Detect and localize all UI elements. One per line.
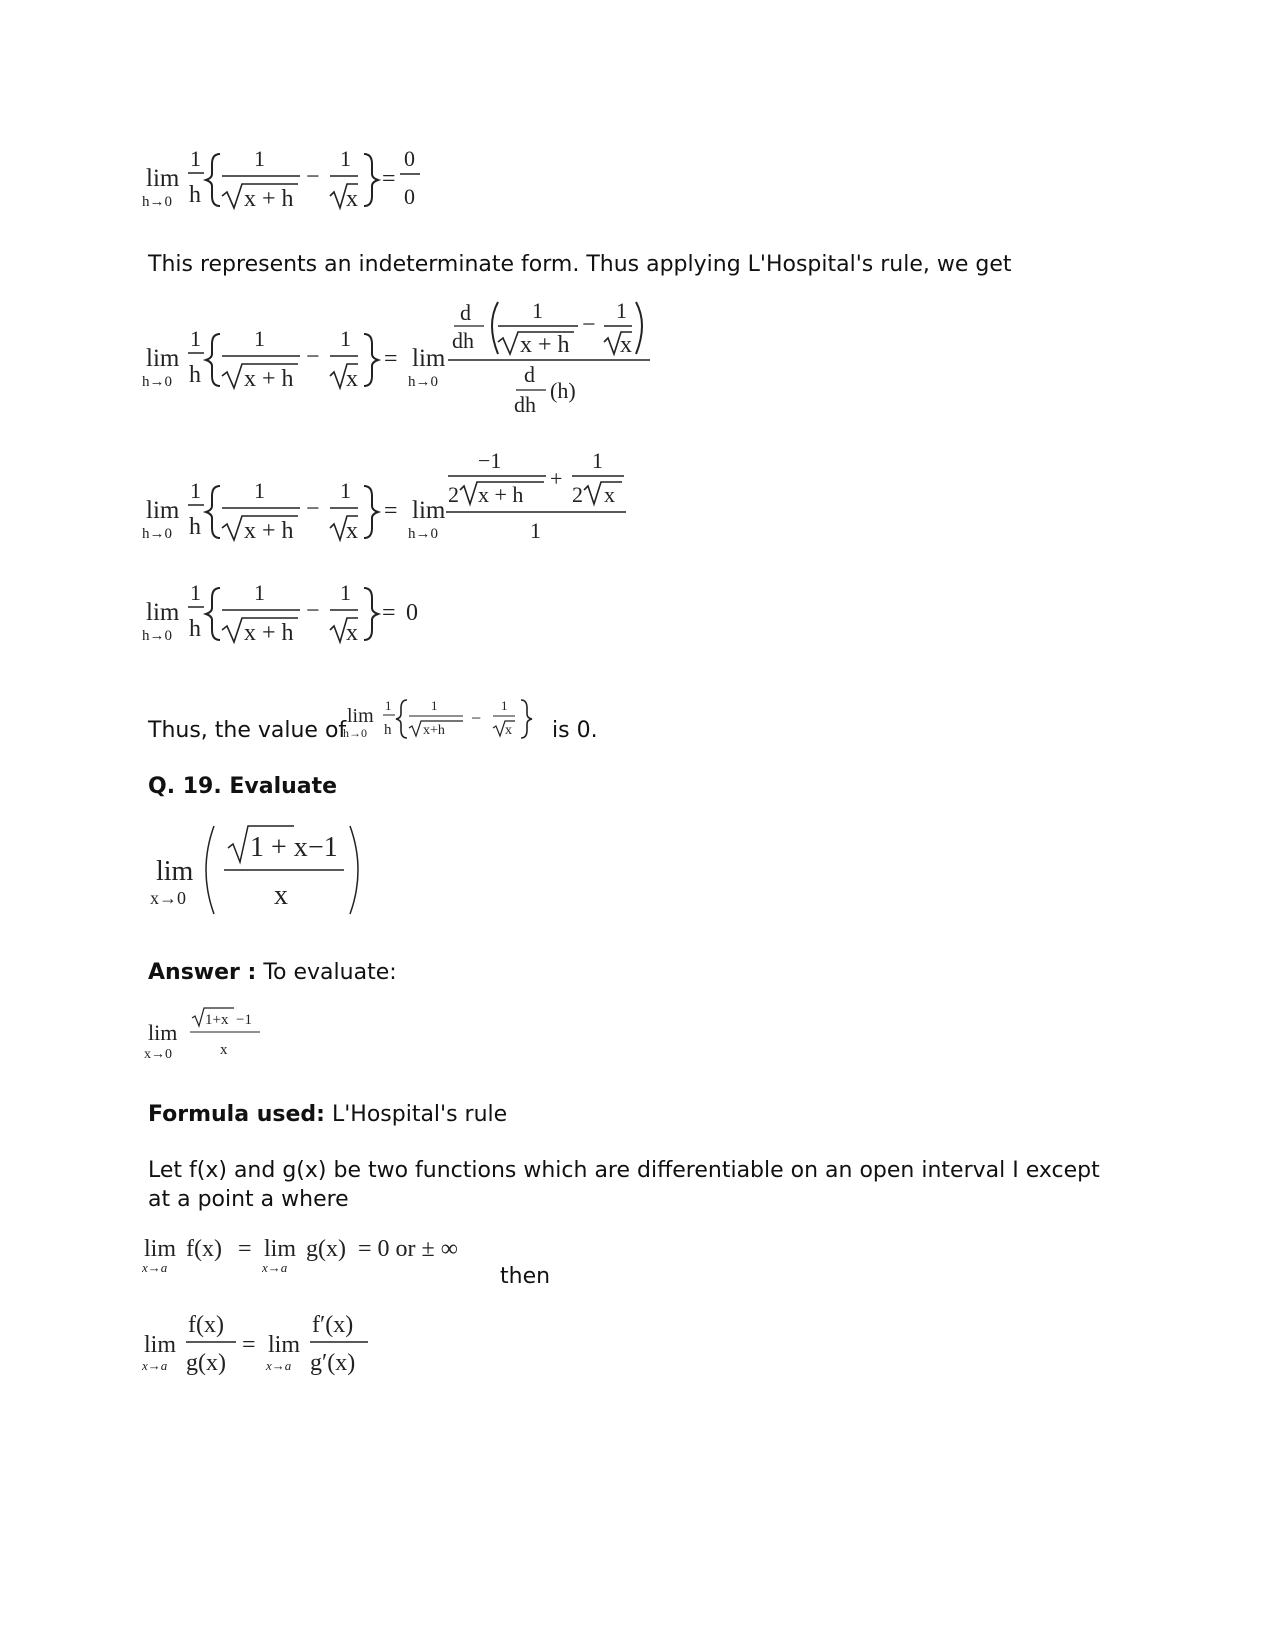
svg-text:dh: dh <box>452 328 474 353</box>
svg-text:x + h: x + h <box>478 482 524 507</box>
svg-text:x→0: x→0 <box>144 1047 172 1062</box>
svg-text:1: 1 <box>385 698 392 713</box>
svg-text:h→0: h→0 <box>408 526 438 542</box>
svg-text:lim: lim <box>264 1236 297 1262</box>
svg-text:h: h <box>384 722 392 738</box>
lhospital-rule-equation <box>142 1302 382 1386</box>
svg-text:h: h <box>189 182 201 208</box>
svg-text:g(x): g(x) <box>186 1350 226 1376</box>
svg-text:1: 1 <box>254 146 265 171</box>
svg-text:lim: lim <box>144 1332 177 1358</box>
svg-text:1: 1 <box>254 580 265 605</box>
svg-text:−: − <box>471 708 482 728</box>
svg-text:x→a: x→a <box>262 1260 288 1275</box>
svg-text:1: 1 <box>254 326 265 351</box>
svg-text:1+x: 1+x <box>205 1012 229 1028</box>
svg-text:−1: −1 <box>236 1012 252 1028</box>
svg-text:0: 0 <box>406 600 418 626</box>
svg-text:1: 1 <box>340 146 351 171</box>
svg-text:g′(x): g′(x) <box>310 1350 356 1376</box>
svg-text:h→0: h→0 <box>142 526 172 542</box>
svg-text:x→a: x→a <box>142 1260 168 1275</box>
formula-label: Formula used: <box>148 1102 325 1127</box>
svg-text:x→a: x→a <box>142 1358 168 1373</box>
equation-limit-zero-over-zero <box>142 140 442 220</box>
condition-equation <box>142 1228 512 1280</box>
svg-text:1: 1 <box>501 698 508 713</box>
svg-text:x: x <box>274 880 288 911</box>
then-text: then <box>500 1264 551 1289</box>
svg-text:(h): (h) <box>550 378 576 403</box>
svg-text:=: = <box>238 1236 252 1262</box>
svg-text:1 + x: 1 + x <box>250 832 308 863</box>
svg-text:−: − <box>306 496 320 522</box>
svg-text:g(x): g(x) <box>306 1236 346 1262</box>
answer-label: Answer : <box>148 960 257 985</box>
svg-text:x+h: x+h <box>423 723 445 738</box>
equation-limit-equals-zero <box>142 574 442 654</box>
svg-text:x + h: x + h <box>244 186 294 212</box>
svg-text:x: x <box>220 1042 228 1058</box>
svg-text:f(x): f(x) <box>188 1312 224 1338</box>
svg-text:1: 1 <box>340 478 351 503</box>
question-19-heading: Q. 19. Evaluate <box>148 774 338 799</box>
thus-value-suffix: is 0. <box>552 718 598 743</box>
svg-text:−: − <box>306 598 320 624</box>
svg-text:2: 2 <box>448 482 459 507</box>
svg-text:dh: dh <box>514 392 536 417</box>
svg-text:=: = <box>382 166 396 192</box>
svg-text:−1: −1 <box>308 832 338 863</box>
svg-text:1: 1 <box>340 580 351 605</box>
svg-text:lim: lim <box>146 599 180 626</box>
answer-equation <box>142 1004 302 1068</box>
svg-text:=: = <box>242 1332 256 1358</box>
svg-text:x + h: x + h <box>244 366 294 392</box>
svg-text:0: 0 <box>404 184 415 209</box>
svg-text:−: − <box>582 312 596 338</box>
svg-text:= 0 or ± ∞: = 0 or ± ∞ <box>358 1236 458 1262</box>
svg-text:1: 1 <box>532 298 543 323</box>
svg-text:x: x <box>620 332 632 358</box>
svg-text:x: x <box>346 620 358 646</box>
svg-text:lim: lim <box>268 1332 301 1358</box>
svg-text:lim: lim <box>412 345 446 372</box>
svg-text:lim: lim <box>412 497 446 524</box>
svg-text:f′(x): f′(x) <box>312 1312 354 1338</box>
svg-text:lim: lim <box>146 165 180 192</box>
svg-text:d: d <box>460 300 471 325</box>
svg-text:x→a: x→a <box>266 1358 292 1373</box>
inline-limit-equation <box>343 694 543 750</box>
svg-text:1: 1 <box>340 326 351 351</box>
equation-lhospital-derivative <box>142 298 672 428</box>
indeterminate-form-text: This represents an indeterminate form. Thus applying L'Hospital's rule, we get <box>148 252 1012 277</box>
svg-text:h→0: h→0 <box>142 194 172 210</box>
svg-text:lim: lim <box>156 856 194 887</box>
thus-value-prefix: Thus, the value of <box>148 718 347 743</box>
svg-text:x: x <box>346 518 358 544</box>
svg-text:1: 1 <box>190 580 201 605</box>
svg-text:1: 1 <box>190 478 201 503</box>
svg-text:x: x <box>604 482 615 507</box>
svg-text:1: 1 <box>431 698 438 713</box>
svg-text:=: = <box>382 600 396 626</box>
svg-text:−: − <box>306 344 320 370</box>
svg-text:d: d <box>524 362 535 387</box>
svg-text:−: − <box>306 164 320 190</box>
svg-text:h: h <box>189 616 201 642</box>
svg-text:x→0: x→0 <box>150 888 186 908</box>
formula-used-line <box>148 1100 507 1129</box>
svg-text:h→0: h→0 <box>142 628 172 644</box>
answer-text: To evaluate: <box>263 960 397 985</box>
svg-text:0: 0 <box>404 146 415 171</box>
formula-text: L'Hospital's rule <box>331 1102 508 1127</box>
svg-text:h→0: h→0 <box>142 374 172 390</box>
svg-text:1: 1 <box>530 518 541 543</box>
svg-text:h: h <box>189 362 201 388</box>
svg-text:h→0: h→0 <box>343 726 367 740</box>
svg-text:h→0: h→0 <box>408 374 438 390</box>
svg-text:lim: lim <box>148 1020 178 1045</box>
svg-text:h: h <box>189 514 201 540</box>
svg-text:lim: lim <box>144 1236 177 1262</box>
svg-text:1: 1 <box>190 326 201 351</box>
svg-text:+: + <box>550 466 563 491</box>
svg-text:x: x <box>505 723 512 738</box>
svg-text:=: = <box>384 346 398 372</box>
svg-text:=: = <box>384 498 398 524</box>
svg-text:−1: −1 <box>478 448 502 473</box>
svg-text:lim: lim <box>146 345 180 372</box>
equation-derivative-result <box>142 446 652 546</box>
svg-text:lim: lim <box>146 497 180 524</box>
svg-text:x + h: x + h <box>244 518 294 544</box>
answer-line <box>148 958 397 987</box>
svg-text:x: x <box>346 366 358 392</box>
svg-text:1: 1 <box>254 478 265 503</box>
svg-text:1: 1 <box>616 298 627 323</box>
lhospital-definition-text: Let f(x) and g(x) be two functions which are differentiable on an open interval I except at a point a where <box>148 1158 1100 1212</box>
svg-text:1: 1 <box>190 146 201 171</box>
svg-text:2: 2 <box>572 482 583 507</box>
svg-text:x: x <box>346 186 358 212</box>
svg-text:x + h: x + h <box>244 620 294 646</box>
question-19-equation <box>148 818 378 928</box>
svg-text:f(x): f(x) <box>186 1236 222 1262</box>
svg-text:x + h: x + h <box>520 332 570 358</box>
svg-text:lim: lim <box>347 705 374 727</box>
svg-text:1: 1 <box>592 448 603 473</box>
